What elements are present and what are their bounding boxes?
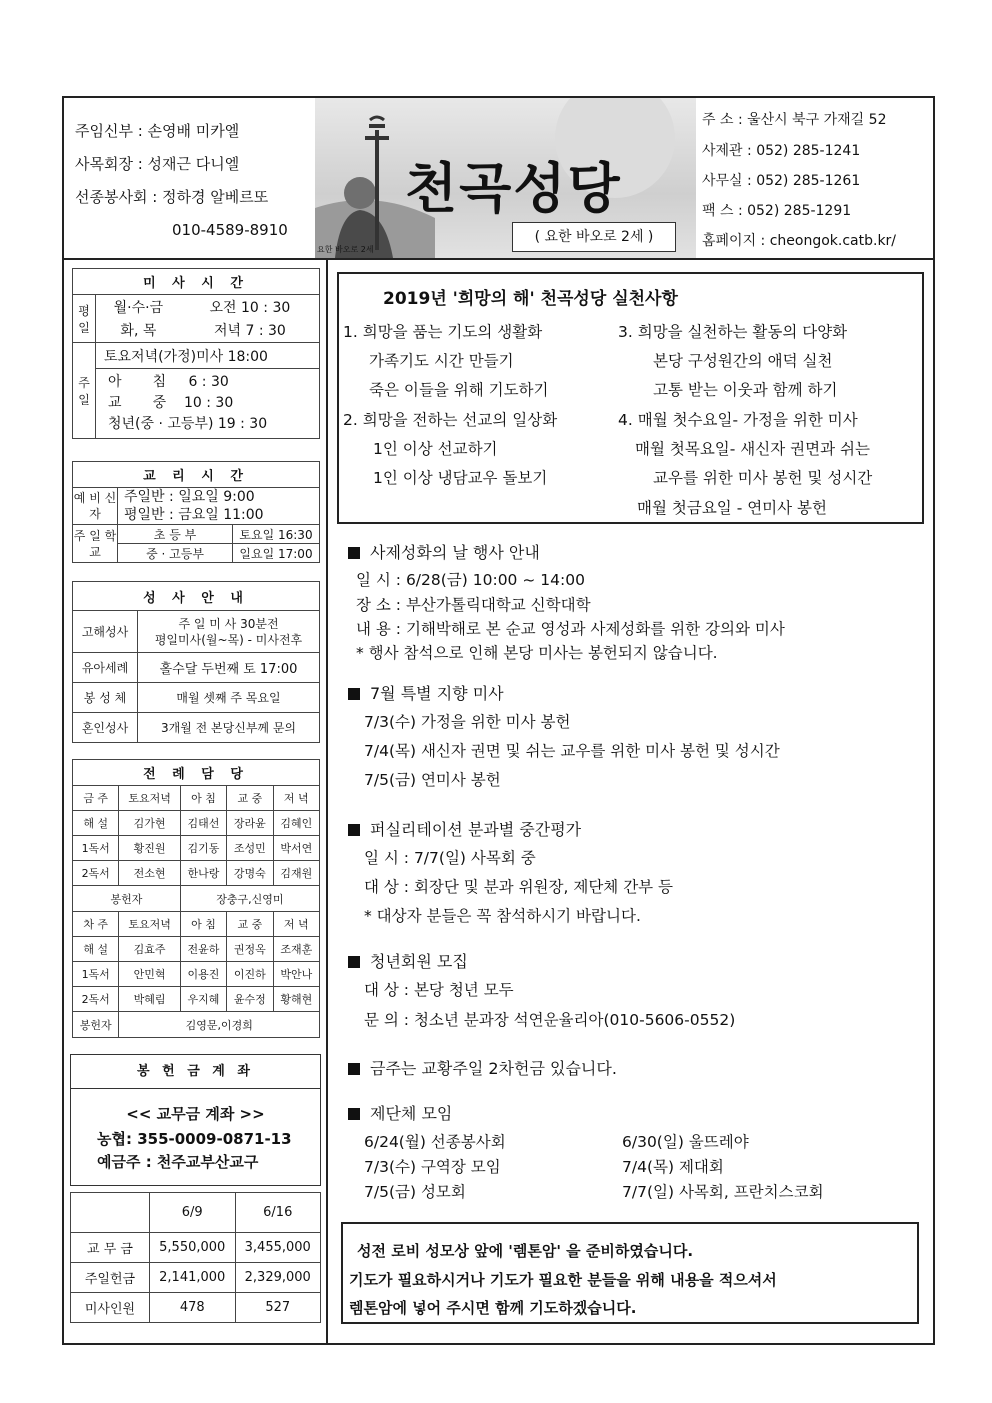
mass-times-table	[72, 268, 320, 439]
practice-item: 2. 희망을 전하는 선교의 일상화	[343, 411, 558, 429]
weekday-time-2: 저녁 7 : 30	[181, 319, 320, 343]
notice-line: 일 시 : 6/28(금) 10:00 ~ 14:00	[356, 571, 585, 589]
account-title: << 교무금 계좌 >>	[126, 1105, 265, 1123]
notice-line: 내 용 : 기해박해로 본 순교 영성과 사제성화를 위한 강의와 미사	[356, 620, 785, 638]
roster-cell: 김가현	[119, 811, 180, 836]
roster-cell: 아 침	[180, 786, 226, 811]
roster-cell: 1독서	[73, 962, 119, 987]
roster-cell: 장라윤	[227, 811, 273, 836]
morning-mass: 아 침 6 : 30	[108, 374, 229, 390]
roster-cell: 전소현	[119, 861, 180, 886]
notice-line: 7/3(수) 가정을 위한 미사 봉헌	[364, 713, 571, 731]
offering-account-box	[70, 1054, 321, 1186]
practice-item: 매월 첫금요일 - 연미사 봉헌	[637, 499, 828, 517]
practice-item: 4. 매월 첫수요일- 가정을 위한 미사	[618, 411, 858, 429]
practice-item: 고통 받는 이웃과 함께 하기	[653, 381, 838, 399]
roster-cell: 2독서	[73, 987, 119, 1012]
weekday-days-2: 화, 목	[96, 319, 181, 343]
rectory-phone: 사제관 : 052) 285-1241	[702, 143, 861, 159]
roster-cell: 저 녁	[273, 912, 319, 937]
weekday-days-1: 월·수·금	[96, 295, 181, 319]
middle-high-time: 일요일 17:00	[233, 544, 320, 563]
meeting-item: 6/30(일) 울뜨레야	[622, 1133, 749, 1151]
prayer-box	[341, 1222, 919, 1324]
middle-high: 중 · 고등부	[118, 544, 233, 563]
offering-title: 봉 헌 금 계 좌	[71, 1055, 320, 1089]
bullet-square-icon	[348, 1108, 360, 1120]
notice-title: 제단체 모임	[348, 1101, 452, 1124]
practice-item: 매월 첫목요일- 새신자 권면과 쉬는	[635, 440, 870, 458]
sacraments-table	[72, 581, 320, 743]
roster-cell: 권정옥	[227, 937, 273, 962]
roster-cell: 한나랑	[180, 861, 226, 886]
practice-item: 교우를 위한 미사 봉헌 및 성시간	[653, 469, 873, 487]
notice-line: 7/4(목) 새신자 권면 및 쉬는 교우를 위한 미사 봉헌 및 성시간	[364, 742, 780, 760]
sacraments-title: 성 사 안 내	[73, 582, 320, 611]
roster-cell: 금 주	[73, 786, 119, 811]
this-week-roster	[73, 786, 320, 886]
sacrament-name: 유아세례	[73, 653, 138, 683]
sacrament-desc: 주 일 미 사 30분전 평일미사(월~목) - 미사전후	[138, 611, 320, 653]
fax: 팩 스 : 052) 285-1291	[702, 203, 852, 219]
roster-cell: 박혜림	[119, 987, 180, 1012]
bullet-square-icon	[348, 824, 360, 836]
patron-saint: ( 요한 바오로 2세 )	[512, 222, 676, 252]
this-week-offerer-label: 봉헌자	[73, 886, 181, 912]
weekday-label: 평일	[73, 295, 96, 343]
notice-line: * 대상자 분들은 꼭 참석하시기 바랍니다.	[364, 907, 641, 925]
meeting-item: 7/3(수) 구역장 모임	[364, 1158, 501, 1176]
sunday-label: 주일	[73, 343, 96, 439]
bullet-square-icon	[348, 547, 360, 559]
notice-line: 대 상 : 본당 청년 모두	[364, 981, 514, 999]
elementary: 초 등 부	[118, 525, 233, 544]
catechumen-sunday: 주일반 : 일요일 9:00	[124, 489, 255, 505]
meeting-item: 6/24(월) 선종봉사회	[364, 1133, 506, 1151]
notice-title: 사제성화의 날 행사 안내	[348, 540, 540, 563]
column-divider	[326, 258, 328, 1345]
notice-line: * 행사 참석으로 인해 본당 미사는 봉헌되지 않습니다.	[356, 644, 718, 662]
roster-cell: 해 설	[73, 811, 119, 836]
address: 주 소 : 울산시 북구 가재길 52	[702, 112, 887, 128]
stats-cell: 527	[235, 1293, 321, 1323]
catechism-title: 교 리 시 간	[73, 462, 320, 488]
notice-line: 문 의 : 청소년 분과장 석연운율리아(010-5606-0552)	[364, 1011, 736, 1029]
practice-item: 죽은 이들을 위해 기도하기	[369, 381, 549, 399]
sacrament-name: 혼인성사	[73, 713, 138, 743]
roster-cell: 이진하	[227, 962, 273, 987]
notice-line: 장 소 : 부산가톨릭대학교 신학대학	[356, 596, 591, 614]
roster-cell: 토요저녁	[119, 786, 180, 811]
stats-cell: 2,329,000	[235, 1263, 321, 1293]
practice-title: 2019년 '희망의 해' 천곡성당 실천사항	[383, 289, 678, 309]
sacrament-name: 고해성사	[73, 611, 138, 653]
roster-cell: 김기동	[180, 836, 226, 861]
roster-cell: 조성민	[227, 836, 273, 861]
roster-cell: 우지혜	[180, 987, 226, 1012]
roster-cell: 조재훈	[273, 937, 319, 962]
notice-title: 7월 특별 지향 미사	[348, 681, 504, 704]
pastor: 주임신부 : 손영배 미카엘	[75, 122, 240, 140]
stats-cell: 주일헌금	[71, 1263, 150, 1293]
catechumen-label: 예 비 신 자	[73, 488, 118, 525]
main-mass: 교 중 10 : 30	[108, 395, 234, 411]
notice-title: 금주는 교황주일 2차헌금 있습니다.	[348, 1056, 617, 1079]
homepage[interactable]: 홈페이지 : cheongok.catb.kr/	[702, 233, 897, 249]
stats-cell: 2,141,000	[150, 1263, 236, 1293]
notice-line: 일 시 : 7/7(일) 사목회 중	[364, 849, 536, 867]
image-caption: 요한 바오로 2세	[317, 245, 374, 254]
stats-header: 6/9	[150, 1193, 236, 1233]
offering-stats-table	[70, 1192, 321, 1323]
church-name: 천곡성당	[405, 156, 622, 220]
header-divider	[62, 258, 935, 260]
weekday-time-1: 오전 10 : 30	[181, 295, 320, 319]
practice-item: 3. 희망을 실천하는 활동의 다양화	[618, 323, 848, 341]
roster-cell: 황해현	[273, 987, 319, 1012]
bullet-square-icon	[348, 1063, 360, 1075]
roster-cell: 교 중	[227, 786, 273, 811]
practice-item: 1인 이상 선교하기	[373, 440, 498, 458]
sacrament-desc: 3개월 전 본당신부께 문의	[138, 713, 320, 743]
catechumen-weekday: 평일반 : 금요일 11:00	[124, 507, 264, 523]
roster-cell: 박안나	[273, 962, 319, 987]
bank-account: 농협: 355-0009-0871-13	[97, 1130, 292, 1148]
next-week-offerers: 김영문,이경희	[119, 1012, 320, 1038]
bullet-square-icon	[348, 688, 360, 700]
notice-title: 청년회원 모집	[348, 949, 468, 972]
meeting-item: 7/7(일) 사목회, 프란치스코회	[622, 1183, 824, 1201]
sunday-school-label: 주 일 학 교	[73, 525, 118, 563]
practice-item: 1인 이상 냉담교우 돌보기	[373, 469, 548, 487]
next-week-roster	[73, 912, 320, 1012]
stats-cell: 교 무 금	[71, 1233, 150, 1263]
roster-cell: 김혜인	[273, 811, 319, 836]
stats-cell: 5,550,000	[150, 1233, 236, 1263]
roster-cell: 2독서	[73, 861, 119, 886]
practice-item: 가족기도 시간 만들기	[369, 352, 514, 370]
roster-cell: 해 설	[73, 937, 119, 962]
liturgy-roster-table	[72, 759, 320, 1038]
roster-cell: 박서연	[273, 836, 319, 861]
roster-cell: 토요저녁	[119, 912, 180, 937]
sacrament-name: 봉 성 체	[73, 683, 138, 713]
roster-cell: 차 주	[73, 912, 119, 937]
notice-line: 대 상 : 회장단 및 분과 위원장, 제단체 간부 등	[364, 878, 674, 896]
roster-cell: 윤수정	[227, 987, 273, 1012]
elementary-time: 토요일 16:30	[233, 525, 320, 544]
liturgy-title: 전 례 담 당	[73, 760, 320, 786]
stats-header: 6/16	[235, 1193, 321, 1233]
office-phone: 사무실 : 052) 285-1261	[702, 173, 861, 189]
roster-cell: 1독서	[73, 836, 119, 861]
evangel-phone: 010-4589-8910	[172, 221, 288, 239]
roster-cell: 강명숙	[227, 861, 273, 886]
stats-cell: 3,455,000	[235, 1233, 321, 1263]
practice-item: 1. 희망을 품는 기도의 생활화	[343, 323, 543, 341]
roster-cell: 이용진	[180, 962, 226, 987]
practice-item: 본당 구성원간의 애덕 실천	[653, 352, 833, 370]
stats-header	[71, 1193, 150, 1233]
roster-cell: 안민혁	[119, 962, 180, 987]
roster-cell: 김효주	[119, 937, 180, 962]
evangel-leader: 선종봉사회 : 정하경 알베르또	[75, 188, 269, 206]
notice-line: 7/5(금) 연미사 봉헌	[364, 771, 501, 789]
roster-cell: 황진원	[119, 836, 180, 861]
meeting-item: 7/5(금) 성모회	[364, 1183, 466, 1201]
prayer-line: 기도가 필요하시거나 기도가 필요한 분들을 위해 내용을 적으셔서	[349, 1271, 777, 1289]
this-week-offerers: 장충구,신영미	[180, 886, 319, 912]
roster-cell: 저 녁	[273, 786, 319, 811]
next-week-offerer-label: 봉헌자	[73, 1012, 119, 1038]
roster-cell: 김재원	[273, 861, 319, 886]
bullet-square-icon	[348, 956, 360, 968]
stats-cell: 478	[150, 1293, 236, 1323]
prayer-line: 렘톤암에 넣어 주시면 함께 기도하겠습니다.	[349, 1299, 637, 1317]
council-president: 사목회장 : 성재근 다니엘	[75, 155, 240, 173]
saturday-evening-mass: 토요저녁(가정)미사 18:00	[96, 343, 320, 369]
roster-cell: 전윤하	[180, 937, 226, 962]
mass-title: 미 사 시 간	[73, 269, 320, 295]
sacrament-desc: 홀수달 두번째 토 17:00	[138, 653, 320, 683]
account-holder: 예금주 : 천주교부산교구	[97, 1153, 259, 1171]
roster-cell: 김태선	[180, 811, 226, 836]
roster-cell: 교 중	[227, 912, 273, 937]
stats-cell: 미사인원	[71, 1293, 150, 1323]
meeting-item: 7/4(목) 제대회	[622, 1158, 724, 1176]
practice-box	[337, 272, 924, 524]
prayer-line: 성전 로비 성모상 앞에 '렘톤암' 을 준비하였습니다.	[357, 1242, 694, 1260]
notice-title: 퍼실리테이션 분과별 중간평가	[348, 817, 581, 840]
sacrament-desc: 매월 셋째 주 목요일	[138, 683, 320, 713]
roster-cell: 아 침	[180, 912, 226, 937]
catechism-table	[72, 461, 320, 563]
youth-mass: 청년(중 · 고등부) 19 : 30	[108, 416, 268, 432]
